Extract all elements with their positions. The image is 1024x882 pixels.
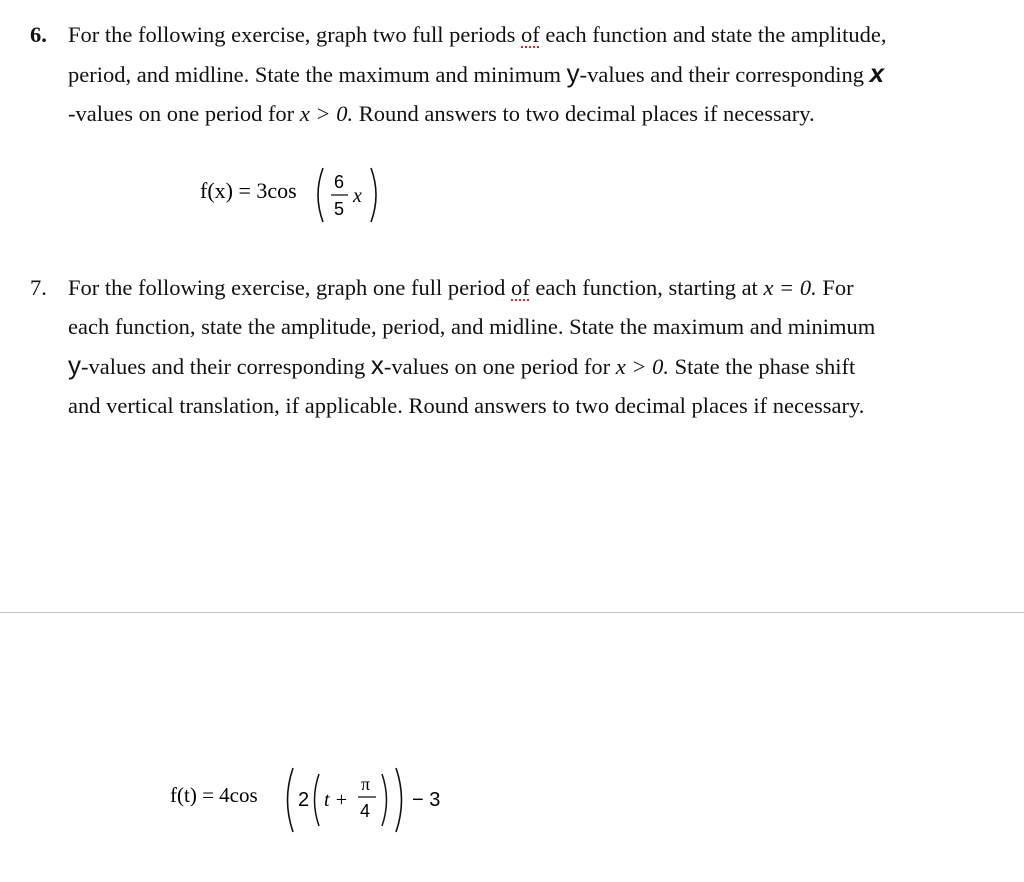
formula-lhs: f(t) = 4cos	[170, 783, 258, 807]
text-segment: -values and their corresponding	[81, 354, 371, 379]
outer-open-paren	[288, 768, 294, 832]
formula-7	[170, 760, 490, 840]
problem-6	[30, 15, 980, 133]
spellcheck-word: of	[521, 22, 540, 47]
formula-coefficient: 2	[298, 789, 310, 811]
text-segment: For the following exercise, graph two full periods	[68, 22, 522, 47]
close-paren	[371, 168, 376, 222]
fraction-numerator: π	[361, 774, 371, 794]
condition: x > 0.	[299, 101, 354, 126]
formula-variable: t +	[324, 789, 349, 811]
text-segment: Round answers to two decimal places if necessary.	[353, 101, 815, 126]
start-condition: x = 0.	[763, 275, 817, 300]
problem-number: 7.	[30, 275, 47, 300]
formula-variable: x	[353, 185, 362, 207]
text-segment: each function, starting at	[529, 275, 764, 300]
condition: x > 0.	[615, 354, 670, 379]
fraction-denominator: 4	[360, 801, 371, 821]
y-variable: y	[566, 58, 580, 88]
fraction-denominator: 5	[334, 199, 345, 219]
outer-close-paren	[396, 768, 402, 832]
problem-7	[30, 268, 980, 425]
text-segment: For	[816, 275, 854, 300]
text-segment: period, and midline. State the maximum and minimum	[68, 62, 567, 87]
text-segment: -values on one period for	[383, 354, 616, 379]
text-segment: each function and state the amplitude,	[539, 22, 887, 47]
fraction-numerator: 6	[334, 172, 345, 192]
open-paren	[318, 168, 323, 222]
problem-text	[68, 268, 980, 425]
text-segment: each function, state the amplitude, period, and midline. State the maximum and minimum	[68, 314, 876, 339]
x-variable: x	[869, 58, 885, 88]
inner-close-paren	[382, 774, 387, 826]
y-variable: y	[68, 350, 81, 380]
text-segment: For the following exercise, graph one full period	[68, 275, 512, 300]
text-segment: and vertical translation, if applicable. Round answers to two decimal places if necessary.	[68, 393, 865, 418]
inner-open-paren	[315, 774, 320, 826]
page-divider	[0, 612, 1024, 613]
text-segment: -values on one period for	[68, 101, 300, 126]
formula-6	[200, 160, 420, 230]
formula-tail: − 3	[412, 789, 441, 811]
formula-lhs: f(x) = 3cos	[200, 178, 297, 203]
problem-text	[68, 15, 980, 133]
problem-number: 6.	[30, 22, 47, 47]
text-segment: -values and their corresponding	[579, 62, 870, 87]
text-segment: State the phase shift	[669, 354, 856, 379]
x-variable: x	[370, 350, 384, 380]
spellcheck-word: of	[511, 275, 530, 300]
